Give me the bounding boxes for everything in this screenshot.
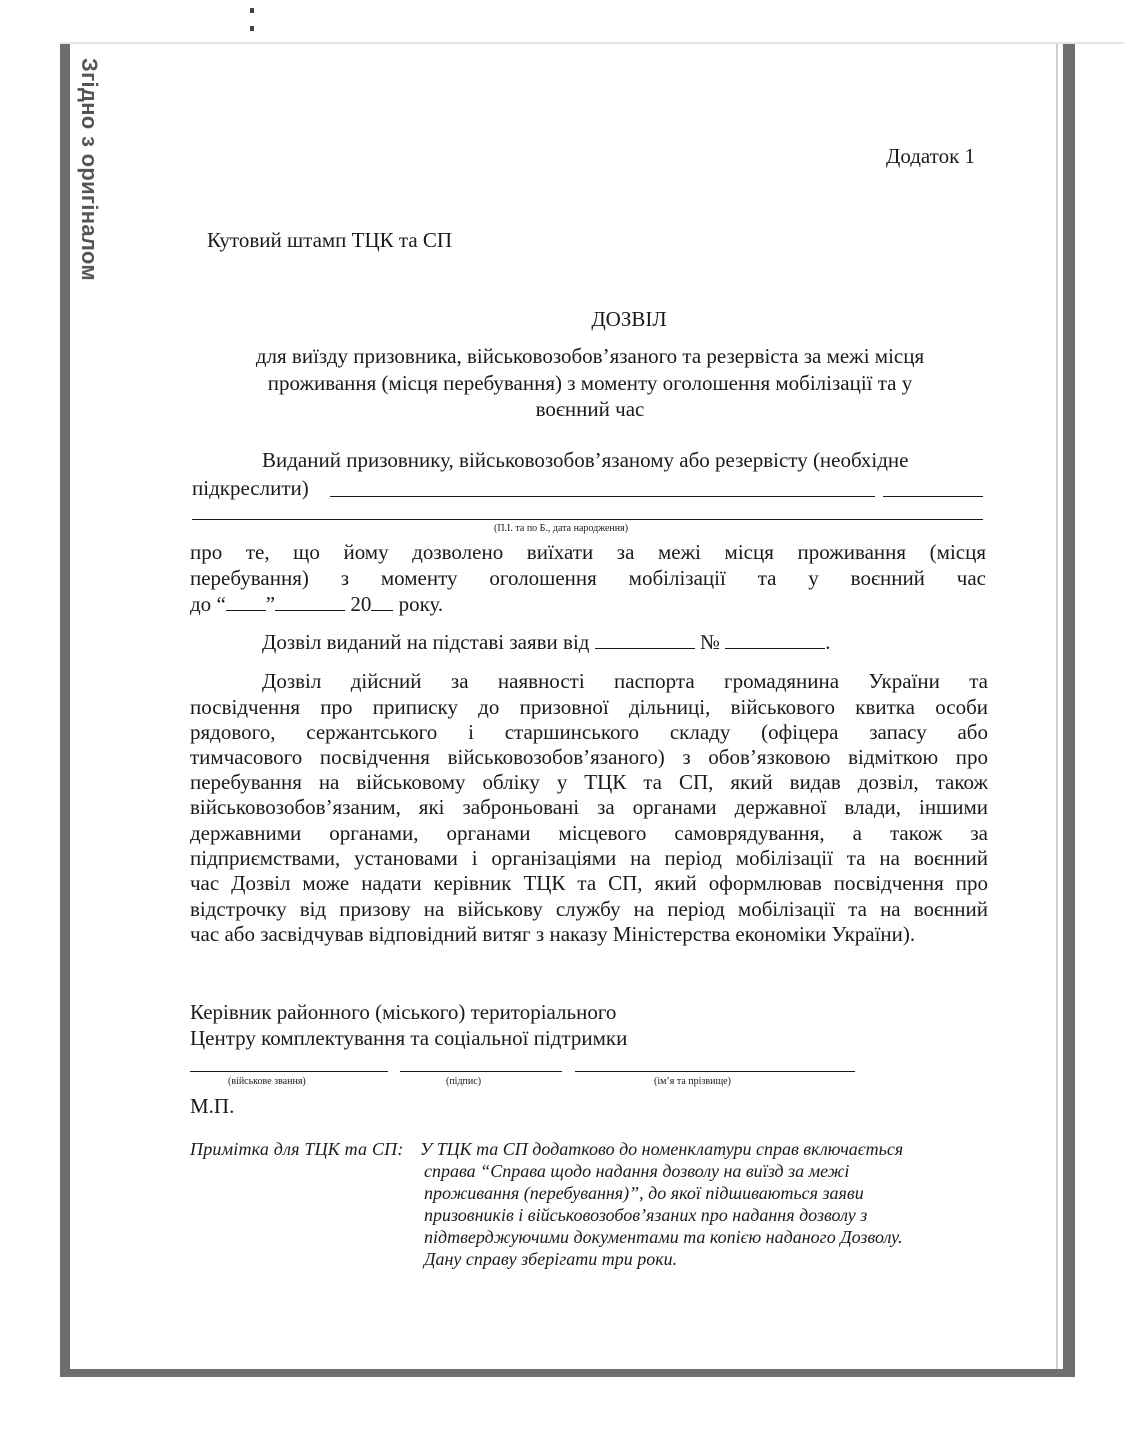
- sheet-edge: [1056, 44, 1058, 1369]
- note-line-6: Дану справу зберігати три роки.: [424, 1249, 678, 1269]
- application-number-blank: [725, 632, 825, 649]
- frame-left-border: [60, 44, 70, 1376]
- note-line-2: справа “Справа щодо надання дозволу на виїзд за межі: [424, 1161, 850, 1181]
- validity-line-8: підприємствами, установами і організаціями на період мобілізації та на воєнний: [190, 846, 988, 870]
- day-blank: [226, 594, 266, 611]
- month-blank: [275, 594, 345, 611]
- number-sign: №: [699, 630, 721, 654]
- note-line-1: У ТЦК та СП додатково до номенклатури справ включається: [420, 1139, 904, 1159]
- basis-end: .: [825, 630, 831, 654]
- basis-text: Дозвіл виданий на підставі заяви від: [262, 630, 590, 654]
- subtitle-line-3: воєнний час: [535, 397, 645, 421]
- name-caption: (ім’я та прізвище): [654, 1076, 731, 1087]
- validity-line-9: час Дозвіл може надати керівник ТЦК та СП, який оформлював посвідчення про: [190, 871, 988, 895]
- permission-line-1: про те, що йому дозволено виїхати за межі місця проживання (місця: [190, 540, 986, 564]
- note-line-3: проживання (перебування)”, до якої підшиваються заяви: [424, 1183, 864, 1203]
- date-prefix: до: [190, 592, 212, 616]
- seal-place: М.П.: [190, 1094, 235, 1118]
- frame-right-border: [1063, 44, 1075, 1376]
- validity-line-1: Дозвіл дійсний за наявності паспорта громадянина України та: [262, 669, 988, 693]
- subtitle-line-2: проживання (місця перебування) з моменту оголошення мобілізації та у: [267, 371, 913, 395]
- appendix-label: Додаток 1: [886, 144, 976, 168]
- permission-line-2: перебування) з моменту оголошення мобілізації та у воєнний час: [190, 566, 986, 590]
- year-blank: [371, 594, 393, 611]
- validity-line-7: державними органами, органами місцевого самоврядування, а також за: [190, 821, 988, 845]
- page-top-edge: [60, 42, 1124, 44]
- document-title: ДОЗВІЛ: [591, 307, 667, 331]
- scan-marks: [250, 0, 280, 6]
- note-label: Примітка для ТЦК та СП:: [190, 1139, 404, 1159]
- validity-line-11: час або засвідчував відповідний витяг з наказу Міністерства економіки України).: [190, 922, 916, 946]
- name-dob-caption: (П.І. та по Б., дата народження): [494, 523, 629, 534]
- date-open-quote: “: [216, 592, 226, 616]
- issued-to-line-1: Виданий призовнику, військовозобов’язаному або резервісту (необхідне: [262, 448, 909, 472]
- signatory-line-1: Керівник районного (міського) територіального: [190, 1000, 617, 1024]
- application-date-blank: [595, 632, 695, 649]
- validity-line-10: відстрочку від призову на військову службу на період мобілізації та на воєнний: [190, 897, 988, 921]
- signature-caption: (підпис): [446, 1076, 482, 1087]
- note-line-4: призовників і військовозобов’язаних про надання дозволу з: [424, 1205, 868, 1225]
- validity-line-4: тимчасового посвідчення військовозобов’язаного) з обов’язковою відміткою про: [190, 745, 988, 769]
- validity-line-2: посвідчення про приписку до призовної дільниці, військового квитка особи: [190, 695, 988, 719]
- basis-line: [262, 632, 831, 653]
- validity-line-5: перебування на військовому обліку у ТЦК та СП, який видав дозвіл, також: [190, 770, 988, 794]
- date-suffix: року.: [398, 592, 444, 616]
- validity-line-6: військовозобов’язаним, які заброньовані за органами державної влади, іншими: [190, 795, 988, 819]
- corner-stamp-label: Кутовий штамп ТЦК та СП: [207, 228, 453, 252]
- certified-copy-stamp: Згідно з оригіналом: [77, 58, 102, 281]
- name-blank-line: [330, 496, 875, 497]
- rank-signature-line: [190, 1071, 388, 1072]
- date-year: 20: [350, 592, 372, 616]
- subtitle-line-1: для виїзду призовника, військовозобов’язаного та резервіста за межі місця: [255, 344, 925, 368]
- name-signature-line: [575, 1071, 855, 1072]
- name-blank-line-3: [192, 519, 983, 520]
- date-close-quote: ”: [265, 592, 276, 616]
- note-line-5: підтверджуючими документами та копією наданого Дозволу.: [424, 1227, 903, 1247]
- validity-line-3: рядового, сержантського і старшинського складу (офіцера запасу або: [190, 720, 988, 744]
- frame-bottom-border: [60, 1369, 1075, 1377]
- rank-caption: (військове звання): [228, 1076, 306, 1087]
- issued-to-line-2: підкреслити): [192, 476, 309, 500]
- permission-date-line: [190, 594, 443, 615]
- signatory-line-2: Центру комплектування та соціальної підтримки: [190, 1026, 628, 1050]
- signature-line: [400, 1071, 562, 1072]
- name-blank-line-2: [883, 496, 983, 497]
